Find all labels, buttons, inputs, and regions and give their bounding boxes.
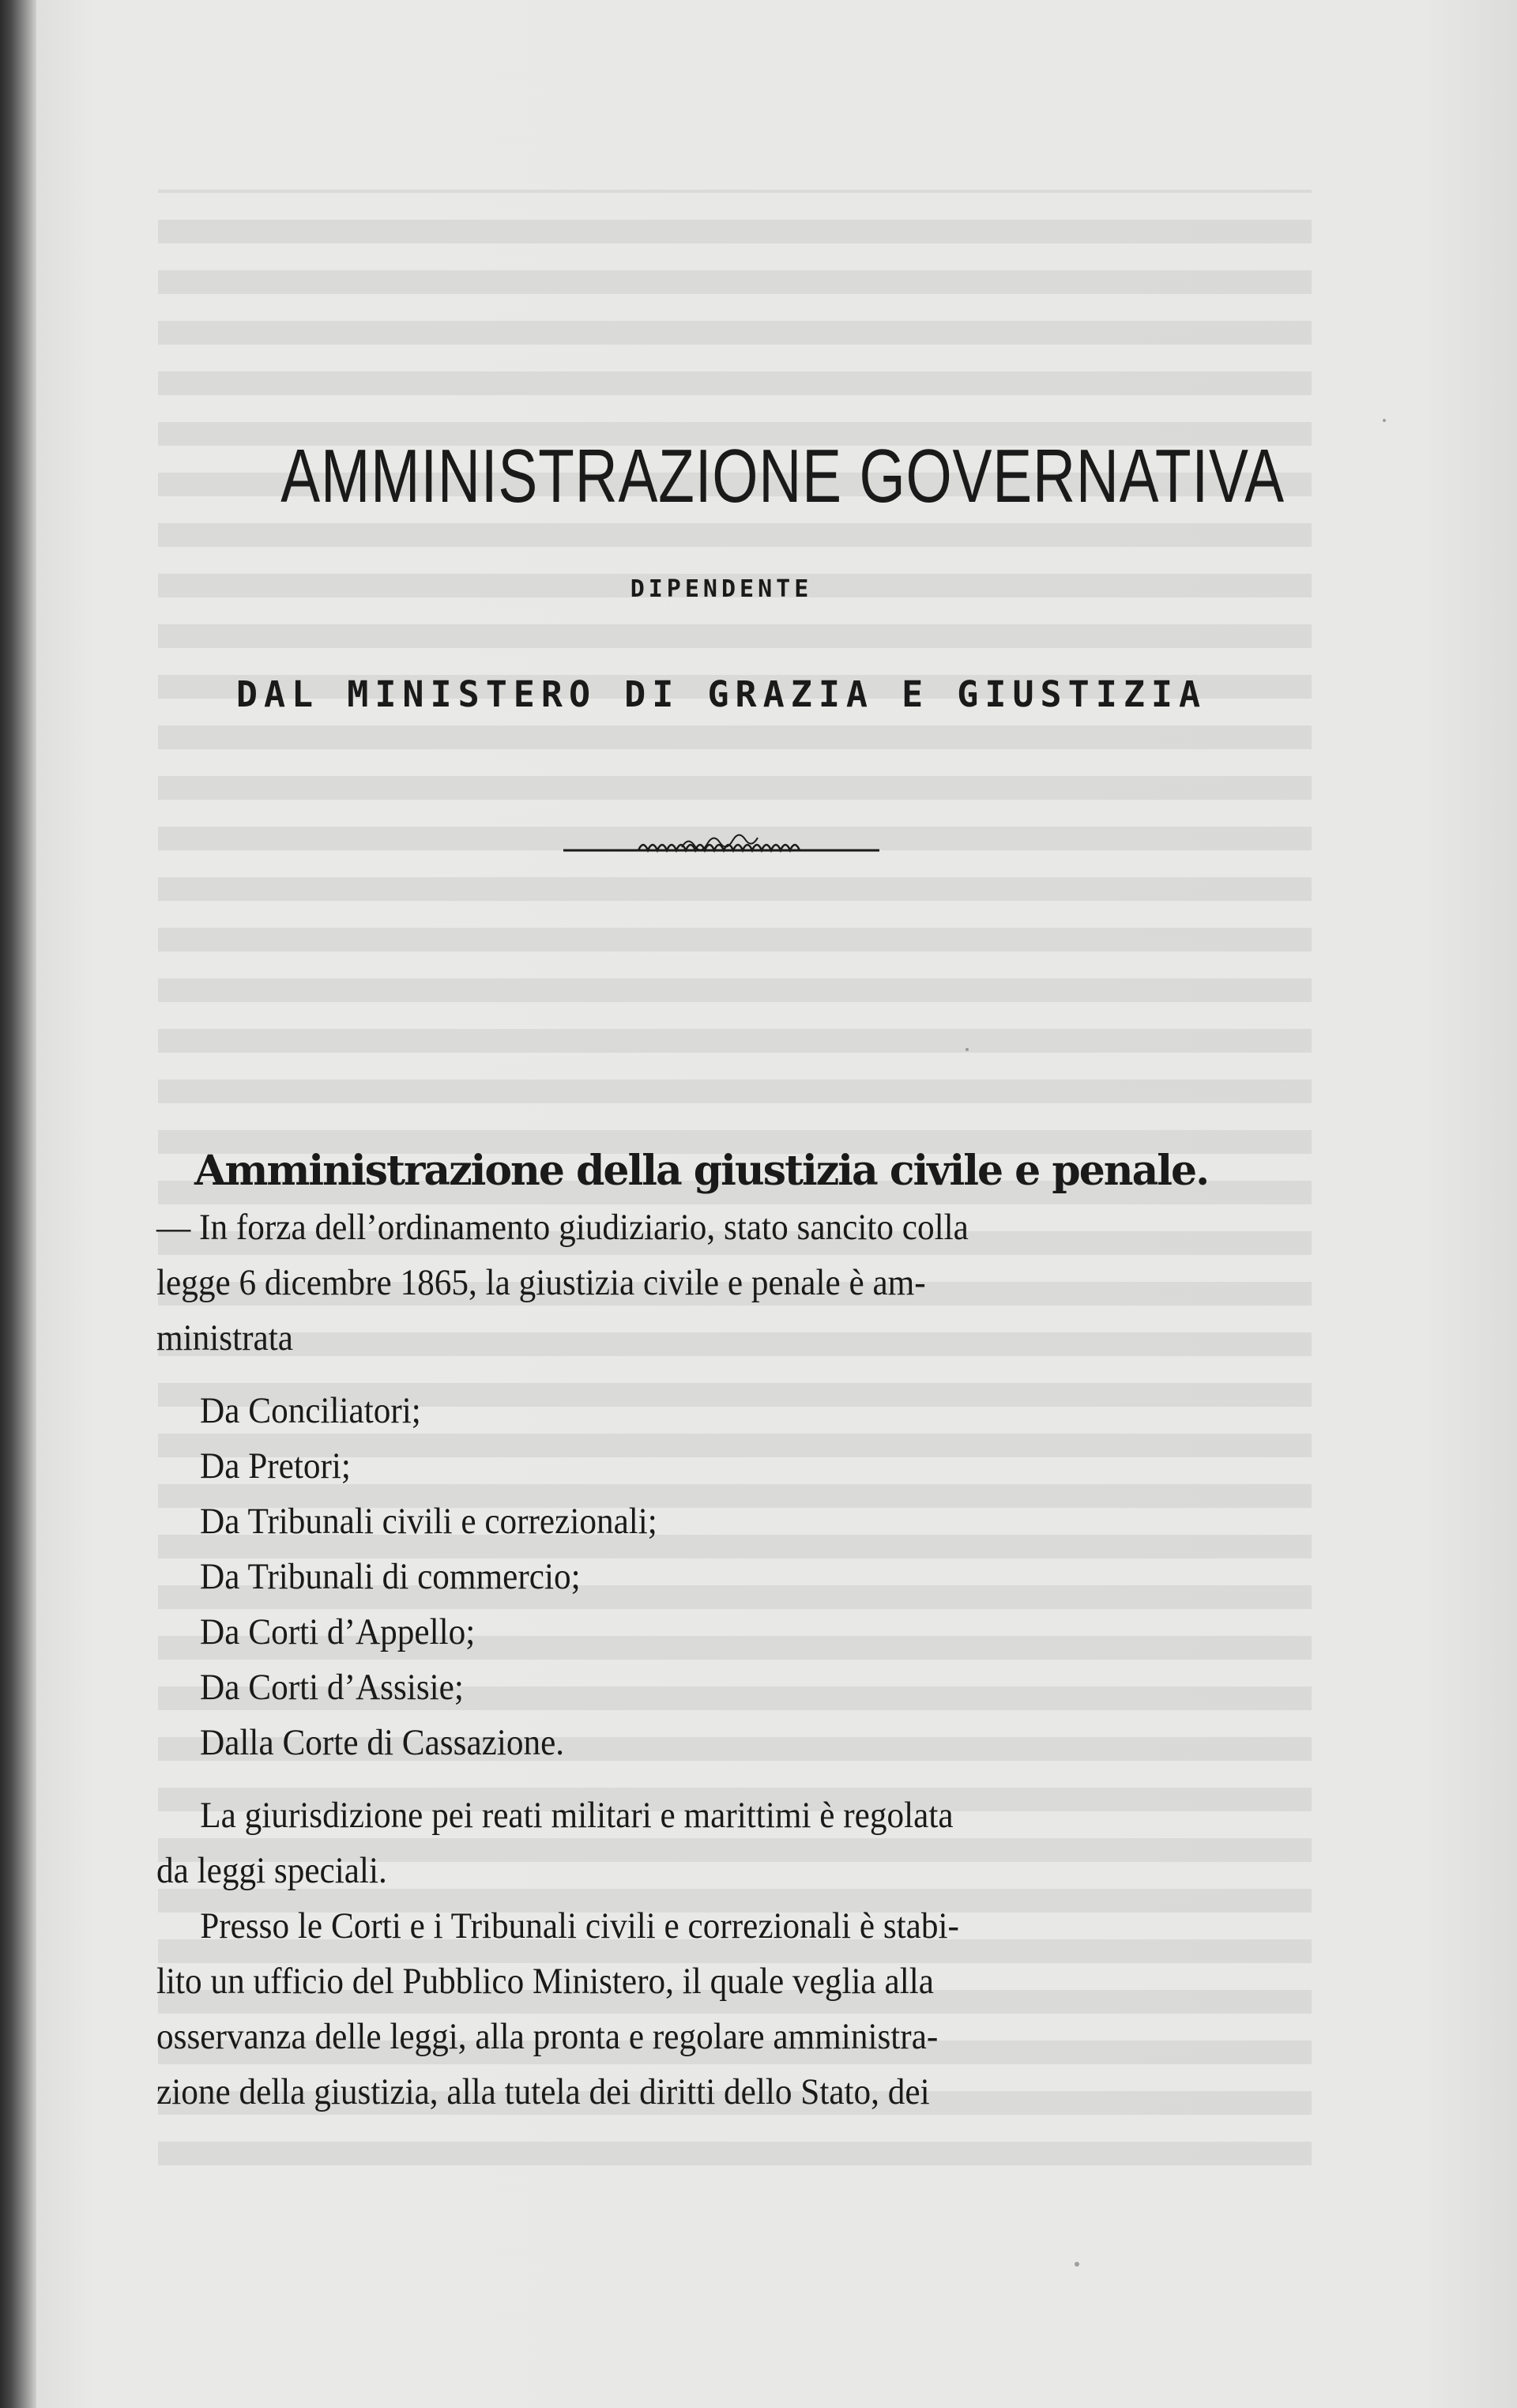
page-subtitle: DIPENDENTE [630,575,813,603]
list-item: Da Tribunali civili e correzionali; [200,1501,657,1542]
dust-speck [1075,2262,1079,2267]
intro-paragraph [156,1200,1286,1366]
list-item: Da Pretori; [200,1445,351,1487]
text-line: legge 6 dicembre 1865, la giustizia civile e penale è am- [156,1262,926,1303]
military-jurisdiction-paragraph [156,1788,1286,1898]
list-item: Da Conciliatori; [200,1390,421,1431]
text-line: La giurisdizione pei reati militari e marittimi è regolata [200,1795,954,1836]
list-item: Da Corti d’Assisie; [200,1667,464,1708]
list-item: Dalla Corte di Cassazione. [200,1722,565,1763]
ornament-divider-icon [563,831,879,863]
public-ministry-paragraph [156,1898,1286,2120]
page-title: AMMINISTRAZIONE GOVERNATIVA [280,434,1285,518]
text-line: zione della giustizia, alla tutela dei diritti dello Stato, dei [156,2071,930,2112]
list-item: Da Tribunali di commercio; [200,1556,581,1597]
text-line: osservanza delle leggi, alla pronta e regolare amministra- [156,2016,939,2057]
dust-speck [966,1048,969,1051]
text-line: Presso le Corti e i Tribunali civili e correzionali è stabi- [200,1905,959,1946]
ministry-heading: DAL MINISTERO DI GRAZIA E GIUSTIZIA [235,673,1207,715]
text-line: lito un ufficio del Pubblico Ministero, il quale veglia alla [156,1961,934,2002]
book-spine-shadow [0,0,36,2408]
dust-speck [1383,419,1386,422]
list-item: Da Corti d’Appello; [200,1611,476,1652]
section-heading: Amministrazione della giustizia civile e penale. [194,1147,1209,1195]
text-line: da leggi speciali. [156,1850,387,1891]
text-line: ministrata [156,1317,293,1359]
text-line: — In forza dell’ordinamento giudiziario, stato sancito colla [156,1207,969,1248]
